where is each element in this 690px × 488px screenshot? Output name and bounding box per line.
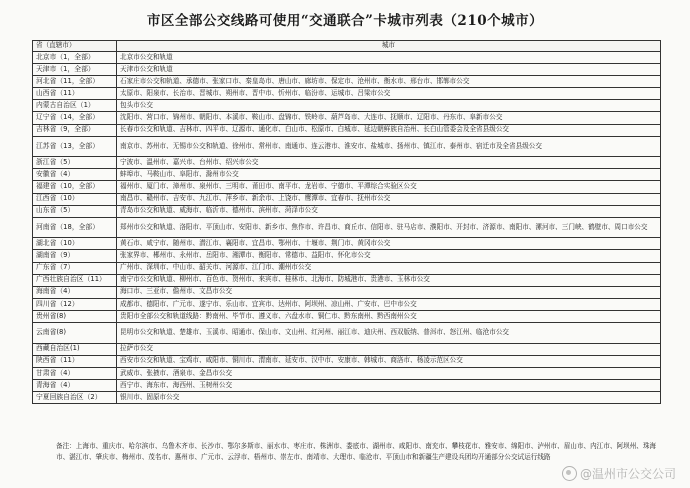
- table-row: [33, 217, 661, 238]
- cities-cell: 福州市、厦门市、漳州市、泉州市、三明市、莆田市、南平市、龙岩市、宁德市、平潭综合实验区公交: [117, 181, 661, 193]
- province-cell: 江苏省（13，全部）: [33, 136, 117, 157]
- cities-cell: 郑州市公交和轨道、洛阳市、平顶山市、安阳市、新乡市、焦作市、许昌市、商丘市、信阳市、驻马店市、濮阳市、开封市、济源市、南阳市、漯河市、三门峡、鹤壁市、周口市公交: [117, 217, 661, 238]
- province-cell: 江西省（10）: [33, 193, 117, 205]
- cities-cell: 蚌埠市、马鞍山市、阜阳市、滁州市公交: [117, 169, 661, 181]
- cities-cell: 北京市公交和轨道: [117, 52, 661, 64]
- province-cell: 青海省（4）: [33, 379, 117, 391]
- cities-cell: 黄石市、咸宁市、随州市、潜江市、襄阳市、宜昌市、鄂州市、十堰市、荆门市、黄冈市公交: [117, 238, 661, 250]
- table-body: [33, 52, 661, 404]
- province-cell: 内蒙古自治区（1）: [33, 100, 117, 112]
- table-row: [33, 367, 661, 379]
- province-cell: 湖北省（10）: [33, 238, 117, 250]
- footnote: 备注：上海市、重庆市、哈尔滨市、乌鲁木齐市、长沙市、鄂尔多斯市、丽水市、枣庄市、株洲市、娄底市、湖州市、咸阳市、南充市、攀枝花市、雅安市、绵阳市、泸州市、眉山市、内江市、阿坝州、珠海市、湛江市、肇庆市、梅州市、茂名市、惠州市、广元市、云浮市、梧州市、崇左市、南靖市、大理市、临沧市、平顶山市和新疆生产建设兵团均开通部分公交试运行线路: [56, 442, 657, 461]
- cities-cell: 南宁市公交和轨道、柳州市、百色市、贺州市、来宾市、桂林市、北海市、防城港市、贵港市、玉林市公交: [117, 274, 661, 286]
- province-cell: 广西壮族自治区（11）: [33, 274, 117, 286]
- cities-cell: 银川市、固原市公交: [117, 391, 661, 403]
- table-row: [33, 193, 661, 205]
- weibo-logo-icon: [562, 466, 577, 481]
- cities-cell: 武威市、张掖市、酒泉市、金昌市公交: [117, 367, 661, 379]
- table-row: [33, 157, 661, 169]
- province-cell: 海南省（4）: [33, 286, 117, 298]
- table-row: [33, 238, 661, 250]
- province-cell: 辽宁省（14，全部）: [33, 112, 117, 124]
- province-cell: 贵州省(8): [33, 310, 117, 322]
- table-row: [33, 286, 661, 298]
- table-row: [33, 76, 661, 88]
- cities-cell: 南昌市、赣州市、吉安市、九江市、萍乡市、新余市、上饶市、鹰潭市、宜春市、抚州市公交: [117, 193, 661, 205]
- header-province: 省（直辖市）: [33, 41, 117, 52]
- province-cell: 山东省（5）: [33, 205, 117, 217]
- cities-cell: 西宁市、海东市、海西州、玉树州公交: [117, 379, 661, 391]
- table-row: [33, 88, 661, 100]
- header-cities: 城市: [117, 41, 661, 52]
- cities-cell: 张家界市、郴州市、永州市、岳阳市、湘潭市、衡阳市、常德市、益阳市、怀化市公交: [117, 250, 661, 262]
- cities-cell: 南京市、苏州市、无锡市公交和轨道、徐州市、常州市、南通市、连云港市、淮安市、盐城市、扬州市、镇江市、泰州市、宿迁市及全省县级公交: [117, 136, 661, 157]
- watermark: [562, 465, 676, 482]
- cities-cell: 宁波市、温州市、嘉兴市、台州市、绍兴市公交: [117, 157, 661, 169]
- table-row: [33, 100, 661, 112]
- cities-cell: 青岛市公交和轨道、威海市、临沂市、德州市、滨州市、菏泽市公交: [117, 205, 661, 217]
- page-title: 市区全部公交线路可使用“交通联合”卡城市列表（210个城市）: [146, 13, 544, 29]
- table-row: [33, 52, 661, 64]
- table-row: [33, 64, 661, 76]
- table-row: [33, 391, 661, 403]
- table-row: [33, 136, 661, 157]
- table-row: [33, 262, 661, 274]
- province-cell: 天津市（1，全部）: [33, 64, 117, 76]
- table-row: [33, 355, 661, 367]
- cities-cell: 广州市、深圳市、中山市、韶关市、河源市、江门市、潮州市公交: [117, 262, 661, 274]
- province-cell: 宁夏回族自治区（2）: [33, 391, 117, 403]
- province-cell: 福建省（10，全部）: [33, 181, 117, 193]
- province-cell: 甘肃省（4）: [33, 367, 117, 379]
- province-cell: 湖南省（9）: [33, 250, 117, 262]
- province-cell: 四川省（12）: [33, 298, 117, 310]
- province-cell: 云南省(8): [33, 322, 117, 343]
- cities-cell: 海口市、三亚市、儋州市、文昌市公交: [117, 286, 661, 298]
- table-row: [33, 322, 661, 343]
- province-cell: 北京市（1，全部）: [33, 52, 117, 64]
- cities-cell: 拉萨市公交: [117, 343, 661, 355]
- cities-cell: 石家庄市公交和轨道、承德市、张家口市、秦皇岛市、唐山市、廊坊市、保定市、沧州市、衡水市、邢台市、邯郸市公交: [117, 76, 661, 88]
- cities-cell: 包头市公交: [117, 100, 661, 112]
- table-row: [33, 343, 661, 355]
- table-row: [33, 274, 661, 286]
- cities-cell: 天津市公交和轨道: [117, 64, 661, 76]
- province-cell: 河北省（11，全部）: [33, 76, 117, 88]
- table-row: [33, 169, 661, 181]
- province-cell: 安徽省（4）: [33, 169, 117, 181]
- table-row: [33, 181, 661, 193]
- table-row: [33, 298, 661, 310]
- province-cell: 广东省（7）: [33, 262, 117, 274]
- table-row: [33, 250, 661, 262]
- watermark-text: @温州市公交公司: [579, 467, 676, 481]
- table-row: [33, 379, 661, 391]
- cities-cell: 长春市公交和轨道、吉林市、四平市、辽源市、通化市、白山市、松原市、白城市、延边朝鲜族自治州、长白山管委会及全省县级公交: [117, 124, 661, 136]
- table-row: [33, 112, 661, 124]
- province-cell: 浙江省（5）: [33, 157, 117, 169]
- province-cell: 河南省（18，全部）: [33, 217, 117, 238]
- cities-cell: 成都市、德阳市、广元市、遂宁市、乐山市、宜宾市、达州市、阿坝州、凉山州、广安市、巴中市公交: [117, 298, 661, 310]
- cities-cell: 昆明市公交和轨道、楚雄市、玉溪市、昭通市、保山市、文山州、红河州、丽江市、迪庆州、西双版纳、普洱市、怒江州、临沧市公交: [117, 322, 661, 343]
- province-cell: 吉林省（9，全部）: [33, 124, 117, 136]
- table-header-row: [33, 41, 661, 52]
- cities-cell: 太原市、阳泉市、长治市、晋城市、朔州市、晋中市、忻州市、临汾市、运城市、吕梁市公交: [117, 88, 661, 100]
- city-list-table: [32, 40, 661, 404]
- table-row: [33, 310, 661, 322]
- cities-cell: 贵阳市全部公交和轨道线路：黔南州、毕节市、遵义市、六盘水市、铜仁市、黔东南州、黔西南州公交: [117, 310, 661, 322]
- province-cell: 西藏自治区(1): [33, 343, 117, 355]
- table-row: [33, 205, 661, 217]
- province-cell: 陕西省（11）: [33, 355, 117, 367]
- cities-cell: 沈阳市、营口市、锦州市、朝阳市、本溪市、鞍山市、盘锦市、铁岭市、葫芦岛市、大连市、抚顺市、辽阳市、丹东市、阜新市公交: [117, 112, 661, 124]
- table-row: [33, 124, 661, 136]
- province-cell: 山西省（11）: [33, 88, 117, 100]
- cities-cell: 西安市公交和轨道、宝鸡市、咸阳市、铜川市、渭南市、延安市、汉中市、安康市、韩城市、商洛市、杨凌示范区公交: [117, 355, 661, 367]
